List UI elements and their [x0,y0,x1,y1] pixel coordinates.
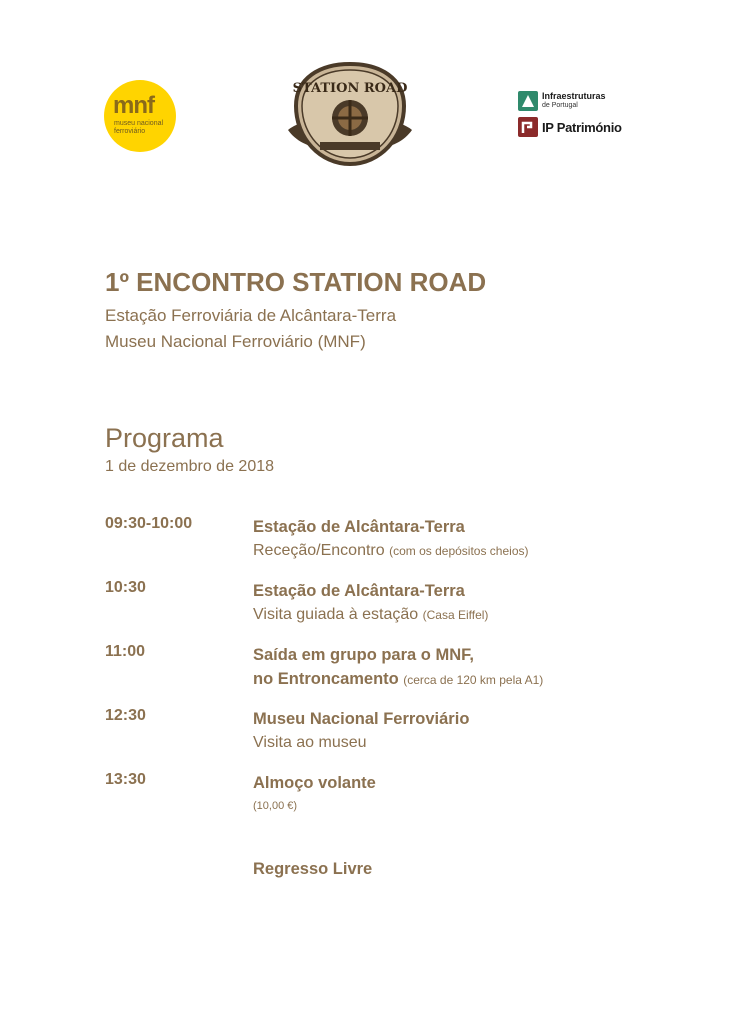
schedule-activity: Visita guiada à estação (Casa Eiffel) [253,606,489,623]
event-title: 1º ENCONTRO STATION ROAD [105,267,487,297]
schedule-item [105,771,665,835]
schedule-price: (10,00 €) [253,800,298,812]
schedule-item [105,579,665,643]
schedule-activity: Visita ao museu [253,734,367,751]
infraestruturas-row [518,88,638,114]
mnf-logo [104,80,176,152]
schedule-note: (Casa Eiffel) [422,608,489,622]
schedule-item [105,643,665,707]
program-heading: Programa [105,423,224,453]
ip-patrimonio-icon [518,117,538,137]
schedule-note: (com os depósitos cheios) [389,544,529,558]
station-road-logo [280,60,420,172]
ip-logo [518,88,638,148]
mnf-logo-text: museu nacional ferroviário [114,120,164,135]
schedule-place: Estação de Alcântara-Terra [253,518,465,536]
schedule-place: Museu Nacional Ferroviário [253,710,470,728]
logo-header [0,60,730,175]
schedule-place: Saída em grupo para o MNF, [253,646,474,664]
patrimonio-row [518,114,638,140]
program-date: 1 de dezembro de 2018 [105,458,275,475]
schedule-place: Estação de Alcântara-Terra [253,582,465,600]
schedule-time: 13:30 [105,771,146,788]
schedule-description [253,771,376,817]
ip-patrimonio-text: IP Património [542,119,622,135]
schedule-item [105,515,665,579]
schedule-time: 11:00 [105,643,146,660]
schedule-description [253,643,543,692]
event-subtitle-station: Estação Ferroviária de Alcântara-Terra [105,306,397,325]
schedule-place: Almoço volante [253,774,376,792]
infraestruturas-icon [518,91,538,111]
event-subtitle-museum: Museu Nacional Ferroviário (MNF) [105,332,366,351]
mnf-logo-mark: mnf [113,92,154,119]
schedule-time: 12:30 [105,707,146,724]
schedule-time: 09:30-10:00 [105,515,193,532]
schedule-note: (cerca de 120 km pela A1) [403,673,544,687]
schedule-description [253,515,529,563]
schedule-description [253,707,469,755]
schedule-activity: Receção/Encontro (com os depósitos cheios) [253,542,529,559]
program-closing: Regresso Livre [253,860,373,878]
schedule-item [105,707,665,771]
schedule-description [253,579,488,627]
infraestruturas-text: Infraestruturas de Portugal [542,91,606,109]
schedule-activity: no Entroncamento (cerca de 120 km pela A1) [253,670,544,688]
schedule-time: 10:30 [105,579,146,596]
station-road-logo-text: STATION ROAD [292,81,408,96]
program-schedule [105,515,665,835]
